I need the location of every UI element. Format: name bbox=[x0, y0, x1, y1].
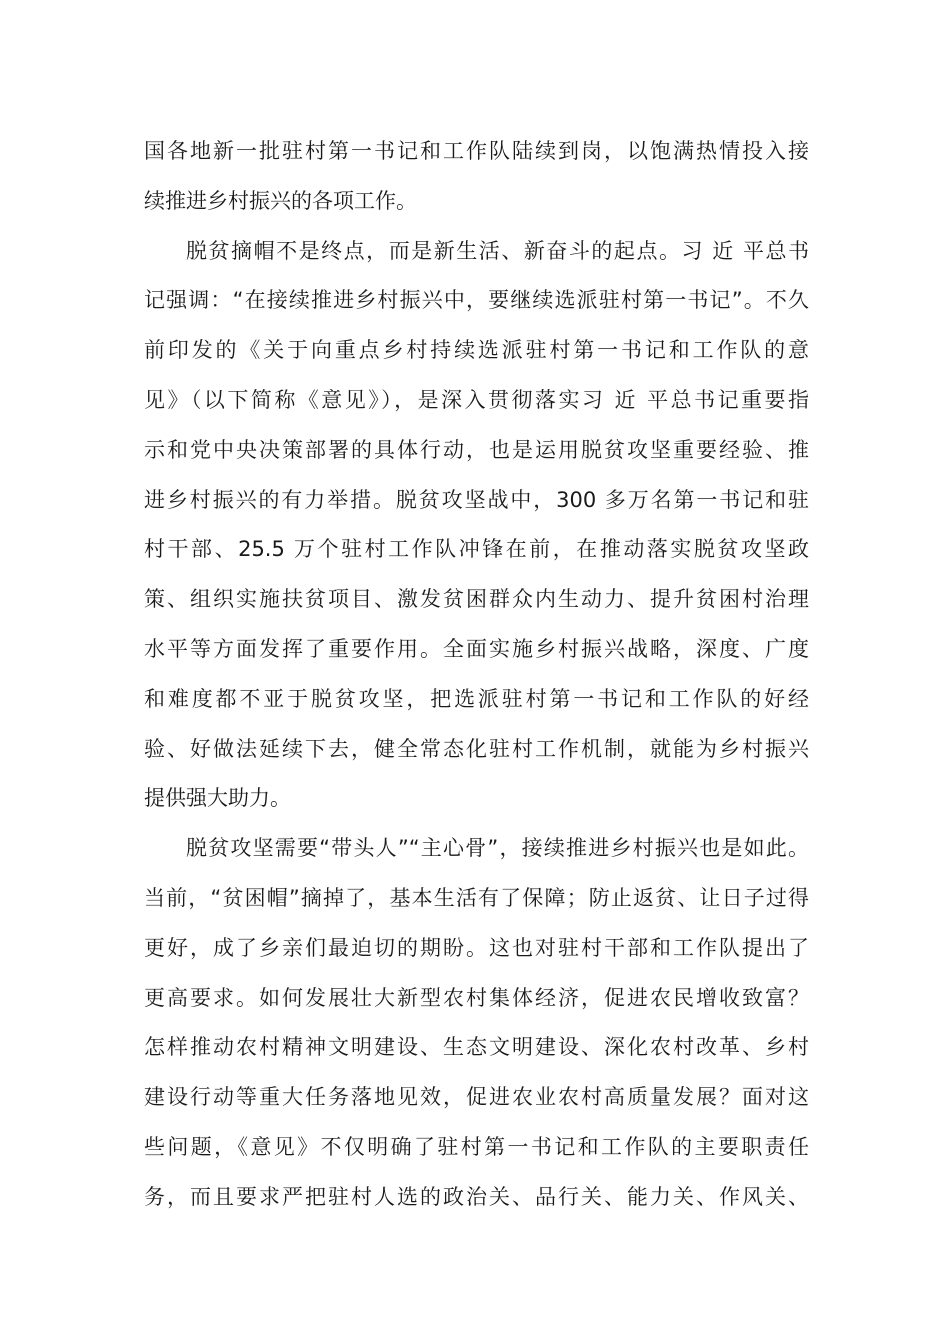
paragraph-3-line-1: 脱贫攻坚需要“带头人”“主心骨”，接续推进乡村振兴也是如此。 bbox=[186, 836, 809, 861]
paragraph-2-line-12: 提供强大助力。 bbox=[144, 786, 291, 811]
paragraph-3-line-8: 务，而且要求严把驻村人选的政治关、品行关、能力关、作风关、 bbox=[144, 1184, 809, 1209]
article-body bbox=[144, 127, 809, 1223]
paragraph-2-line-4: 见》（以下简称《意见》），是深入贯彻落实习 近 平总书记重要指 bbox=[144, 387, 809, 412]
paragraph-3-line-7: 些问题，《意见》不仅明确了驻村第一书记和工作队的主要职责任 bbox=[144, 1134, 809, 1159]
paragraph-2-line-8: 策、组织实施扶贫项目、激发贫困群众内生动力、提升贫困村治理 bbox=[144, 587, 809, 612]
paragraph-2-line-3: 前印发的《关于向重点乡村持续选派驻村第一书记和工作队的意 bbox=[144, 338, 809, 363]
paragraph-2-line-9: 水平等方面发挥了重要作用。全面实施乡村振兴战略，深度、广度 bbox=[144, 636, 809, 661]
paragraph-2-line-11: 验、好做法延续下去，健全常态化驻村工作机制，就能为乡村振兴 bbox=[144, 736, 809, 761]
paragraph-3-line-2: 当前，“贫困帽”摘掉了，基本生活有了保障；防止返贫、让日子过得 bbox=[144, 885, 809, 910]
paragraph-2-line-6: 进乡村振兴的有力举措。脱贫攻坚战中，300 多万名第一书记和驻 bbox=[144, 487, 809, 512]
paragraph-2-line-1: 脱贫摘帽不是终点，而是新生活、新奋斗的起点。习 近 平总书 bbox=[186, 238, 809, 263]
paragraph-3-line-4: 更高要求。如何发展壮大新型农村集体经济，促进农民增收致富？ bbox=[144, 985, 809, 1010]
paragraph-3-line-6: 建设行动等重大任务落地见效，促进农业农村高质量发展？面对这 bbox=[144, 1085, 809, 1110]
paragraph-2-line-7: 村干部、25.5 万个驻村工作队冲锋在前，在推动落实脱贫攻坚政 bbox=[144, 537, 809, 562]
paragraph-1-line-1: 国各地新一批驻村第一书记和工作队陆续到岗，以饱满热情投入接 bbox=[144, 139, 809, 163]
paragraph-1-line-2: 续推进乡村振兴的各项工作。 bbox=[144, 188, 417, 213]
paragraph-3-line-3: 更好，成了乡亲们最迫切的期盼。这也对驻村干部和工作队提出了 bbox=[144, 935, 809, 960]
paragraph-3-line-5: 怎样推动农村精神文明建设、生态文明建设、深化农村改革、乡村 bbox=[144, 1035, 809, 1060]
paragraph-2-line-5: 示和党中央决策部署的具体行动，也是运用脱贫攻坚重要经验、推 bbox=[144, 437, 809, 462]
paragraph-2-line-10: 和难度都不亚于脱贫攻坚，把选派驻村第一书记和工作队的好经 bbox=[144, 686, 809, 711]
paragraph-2-line-2: 记强调：“在接续推进乡村振兴中，要继续选派驻村第一书记”。不久 bbox=[144, 288, 809, 313]
